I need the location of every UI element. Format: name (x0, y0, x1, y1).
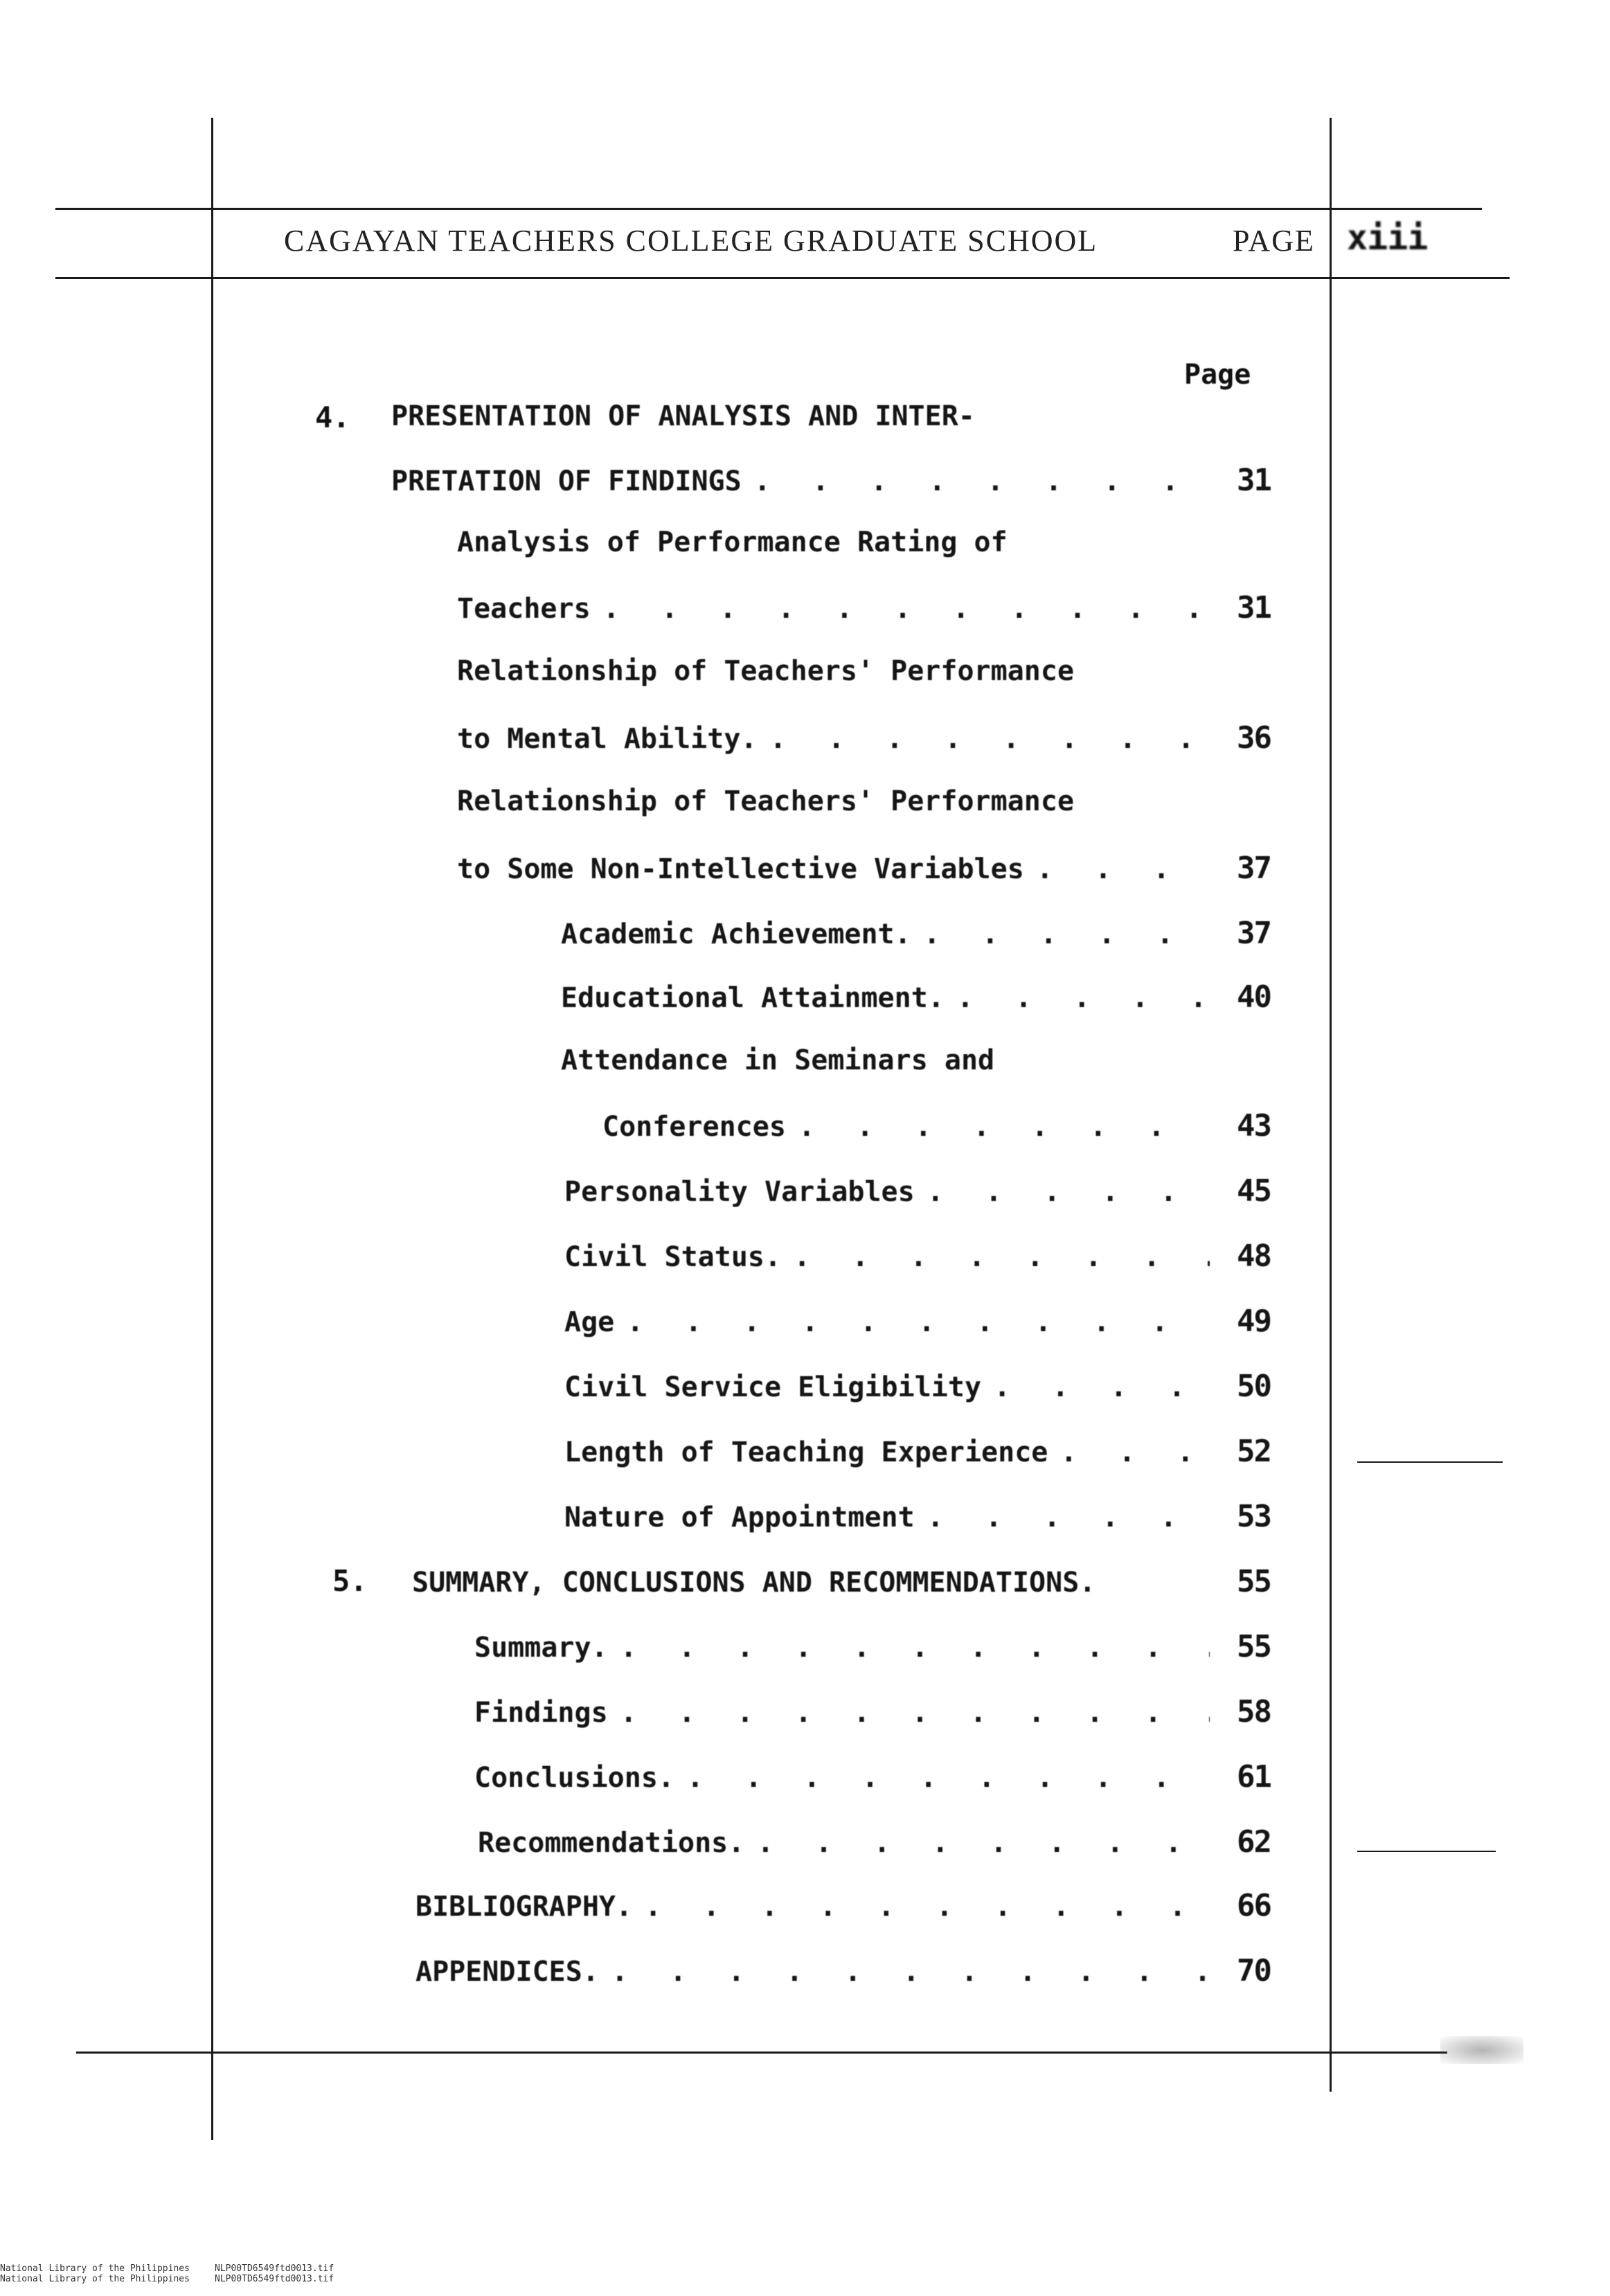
leader-dots (1037, 853, 1210, 885)
leader-dots (603, 593, 1210, 625)
leader-dots (645, 1891, 1210, 1923)
leader-dots (927, 1502, 1210, 1533)
leader-dots (927, 1176, 1210, 1208)
toc-entry-1-line2: Teachers (457, 593, 591, 625)
toc-bibliography-text: BIBLIOGRAPHY. (415, 1891, 633, 1923)
toc-ch5-entry-2-page: 58 (1237, 1694, 1271, 1729)
toc-entry-9-page: 49 (1237, 1303, 1271, 1339)
footer-line2-left: National Library of the Philippines (0, 2274, 190, 2284)
leader-dots (994, 1371, 1210, 1403)
header-bottom-rule (55, 277, 1510, 279)
leader-dots (611, 1956, 1210, 1988)
footer-line2-right: NLP00TD6549ftd0013.tif (215, 2274, 334, 2284)
toc-appendices-text: APPENDICES. (415, 1956, 599, 1988)
leader-dots (757, 1827, 1210, 1859)
toc-ch5-entry-4 (478, 1824, 1271, 1866)
toc-ch5-entry-1-text: Summary. (474, 1632, 608, 1664)
header-top-rule (55, 208, 1482, 210)
toc-entry-6-line1: Attendance in Seminars and (561, 1044, 995, 1076)
toc-entry-12-text: Nature of Appointment (564, 1502, 915, 1533)
toc-entry-7-text: Personality Variables (564, 1176, 915, 1208)
toc-ch5-entry-4-text: Recommendations. (478, 1827, 745, 1859)
toc-entry-3-line2: to Some Non-Intellective Variables (457, 853, 1024, 885)
toc-entry-12 (564, 1499, 1271, 1540)
right-margin-rule (1330, 118, 1332, 2092)
leader-dots (620, 1697, 1210, 1729)
toc-entry-4 (561, 916, 1271, 957)
leader-dots (687, 1762, 1210, 1794)
toc-bibliography-page: 66 (1237, 1888, 1271, 1923)
toc-entry-2-line2: to Mental Ability. (457, 723, 758, 755)
toc-entry-10-text: Civil Service Eligibility (564, 1371, 982, 1403)
toc-ch5-entry-1-page: 55 (1237, 1629, 1271, 1664)
toc-bibliography (415, 1888, 1271, 1930)
chapter-5-page: 55 (1237, 1564, 1271, 1599)
leader-dots (627, 1306, 1210, 1338)
leader-dots (769, 723, 1210, 755)
toc-entry-8 (564, 1238, 1271, 1280)
chapter-5-title: SUMMARY, CONCLUSIONS AND RECOMMENDATIONS. (412, 1567, 1096, 1599)
chapter-4-title-line2 (391, 463, 1271, 504)
scan-footer (0, 2263, 334, 2284)
toc-entry-4-page: 37 (1237, 916, 1271, 951)
left-margin-rule (211, 118, 213, 2140)
toc-entry-11-page: 52 (1237, 1434, 1271, 1469)
toc-entry-3-line1: Relationship of Teachers' Performance (457, 785, 1075, 817)
chapter-4-title-text: PRETATION OF FINDINGS (391, 465, 742, 497)
toc-entry-2-line1: Relationship of Teachers' Performance (457, 655, 1075, 687)
toc-ch5-entry-4-page: 62 (1237, 1824, 1271, 1860)
toc-entry-6-page: 43 (1237, 1108, 1271, 1143)
chapter-4-page: 31 (1237, 463, 1271, 498)
leader-dots (620, 1632, 1210, 1664)
toc-entry-6 (602, 1108, 1271, 1150)
toc-entry-4-text: Academic Achievement. (561, 918, 911, 950)
toc-entry-11 (564, 1434, 1271, 1475)
toc-ch5-entry-2-text: Findings (474, 1697, 608, 1729)
header-page-label: PAGE (1233, 224, 1315, 258)
toc-entry-1-page: 31 (1237, 590, 1271, 625)
chapter-4-number: 4. (315, 400, 350, 434)
toc-ch5-entry-3 (474, 1759, 1271, 1801)
toc-entry-12-page: 53 (1237, 1499, 1271, 1534)
leader-dots (798, 1111, 1210, 1143)
chapter-4-title-line1: PRESENTATION OF ANALYSIS AND INTER- (391, 400, 975, 432)
toc-entry-5 (561, 979, 1271, 1021)
scan-smudge (1440, 2036, 1523, 2064)
header-page-number: xiii (1347, 217, 1428, 258)
toc-entry-11-text: Length of Teaching Experience (564, 1436, 1048, 1468)
toc-entry-3 (457, 851, 1271, 892)
toc-entry-8-text: Civil Status. (564, 1241, 782, 1273)
toc-appendices-page: 70 (1237, 1953, 1271, 1988)
page-column-label: Page (1184, 359, 1251, 391)
toc-entry-8-page: 48 (1237, 1238, 1271, 1274)
toc-entry-10-page: 50 (1237, 1369, 1271, 1404)
toc-entry-2-page: 36 (1237, 720, 1271, 756)
toc-ch5-entry-3-text: Conclusions. (474, 1762, 674, 1794)
toc-entry-2 (457, 720, 1271, 762)
toc-entry-3-page: 37 (1237, 851, 1271, 886)
leader-dots (1060, 1436, 1210, 1468)
toc-ch5-entry-1 (474, 1629, 1271, 1671)
footer-right-col (215, 2263, 334, 2284)
toc-entry-7-page: 45 (1237, 1173, 1271, 1209)
toc-appendices (415, 1953, 1271, 1995)
header-title: CAGAYAN TEACHERS COLLEGE GRADUATE SCHOOL (284, 224, 1098, 258)
toc-entry-1 (457, 590, 1271, 632)
toc-ch5-entry-3-page: 61 (1237, 1759, 1271, 1795)
toc-entry-9-text: Age (564, 1306, 615, 1338)
leader-dots (957, 982, 1210, 1014)
toc-entry-1-line1: Analysis of Performance Rating of (457, 526, 1008, 558)
toc-entry-7 (564, 1173, 1271, 1215)
margin-rule-1 (1357, 1461, 1503, 1463)
toc-entry-6-line2: Conferences (602, 1111, 786, 1143)
chapter-5 (412, 1564, 1271, 1605)
footer-line1-right: NLP00TD6549ftd0013.tif (215, 2263, 334, 2274)
leader-dots (794, 1241, 1210, 1273)
margin-rule-2 (1357, 1851, 1496, 1852)
toc-entry-5-text: Educational Attainment. (561, 982, 945, 1014)
leader-dots (924, 918, 1210, 950)
footer-line1-left: National Library of the Philippines (0, 2263, 190, 2274)
footer-rule (76, 2052, 1447, 2054)
toc-ch5-entry-2 (474, 1694, 1271, 1736)
toc-entry-10 (564, 1369, 1271, 1410)
toc-entry-9 (564, 1303, 1271, 1345)
chapter-5-number: 5. (332, 1564, 368, 1598)
leader-dots (754, 465, 1210, 497)
toc-entry-5-page: 40 (1237, 979, 1271, 1015)
